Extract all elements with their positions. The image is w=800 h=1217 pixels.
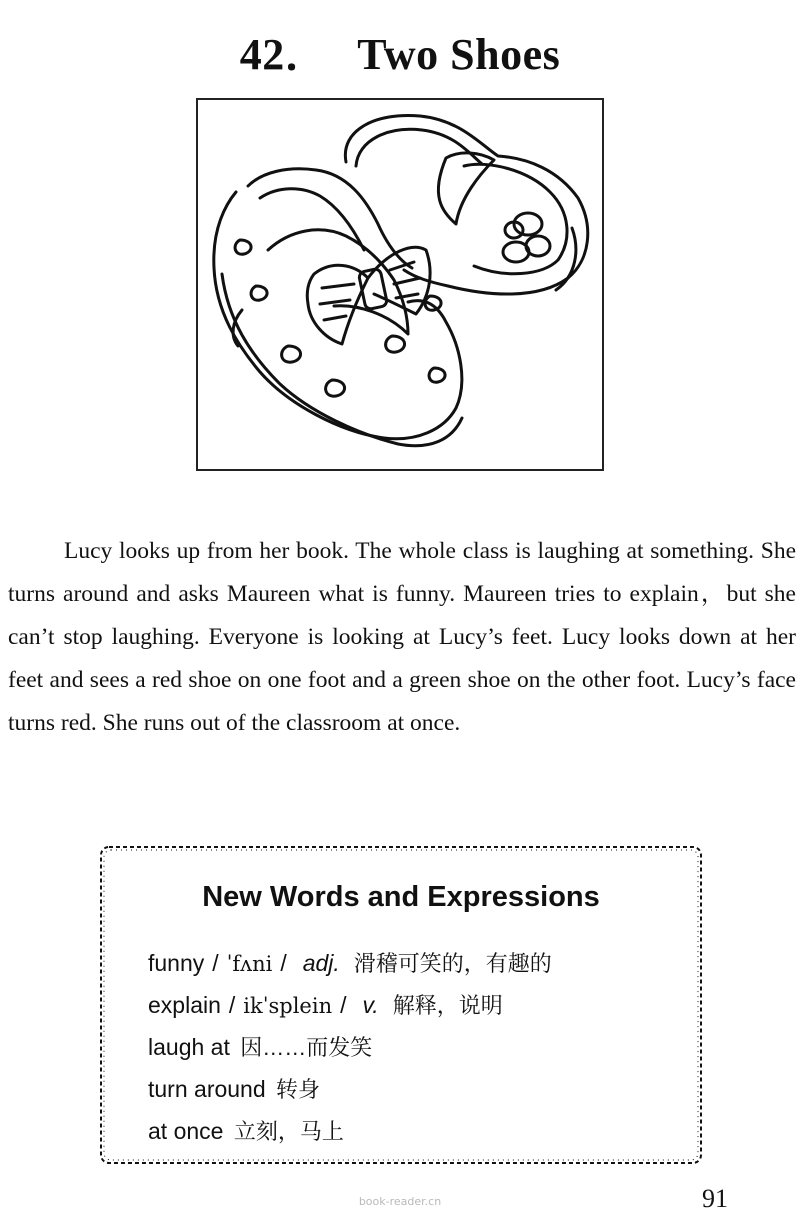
vocab-meaning: 解释，说明 [392,993,503,1018]
lesson-number: 42． [239,30,330,80]
vocab-meaning: 滑稽可笑的，有趣的 [353,951,552,976]
vocabulary-list [148,942,552,1152]
vocab-meaning: 转身 [276,1077,321,1102]
phonetic-separator: / [228,992,236,1018]
watermark: book-reader.cn [358,1195,442,1208]
vocab-pronunciation: ikˈsplein [243,994,333,1018]
vocab-pronunciation: ˈfʌni [226,952,273,976]
vocabulary-title: New Words and Expressions [202,881,600,913]
vocab-part-of-speech: adj. [302,950,340,976]
vocab-meaning: 立刻，马上 [233,1119,344,1144]
vocab-entry [148,942,552,984]
lesson-title: Two Shoes [357,30,561,80]
story-paragraph: Lucy looks up from her book. The whole class is laughing at something. She turns around and asks Maureen what is funny. Maureen tries to explain，but she can’t stop laughing. Everyone is looking at Lucy’s feet. Lucy looks down at her feet and sees a red shoe on one foot and a green shoe on the other foot. Lucy’s face turns red. She runs out of the classroom at once. [8,538,796,736]
page-number: 91 [702,1184,728,1213]
vocab-entry [148,1068,552,1110]
vocab-entry [148,984,552,1026]
vocab-entry [148,1026,552,1068]
vocab-word: explain [148,992,221,1018]
phonetic-separator: / [340,992,347,1018]
vocab-meaning: 因……而发笑 [240,1035,373,1060]
illustration-frame [196,98,604,471]
page-title [0,31,800,79]
vocab-word: at once [148,1118,224,1144]
vocab-word: funny [148,950,205,976]
phonetic-separator: / [280,950,287,976]
vocab-word: laugh at [148,1034,230,1060]
shoes-illustration-icon [198,100,602,469]
vocab-word: turn around [148,1076,266,1102]
vocabulary-box [96,842,706,1168]
vocab-entry [148,1110,552,1152]
phonetic-separator: / [212,950,219,976]
vocab-part-of-speech: v. [362,992,379,1018]
